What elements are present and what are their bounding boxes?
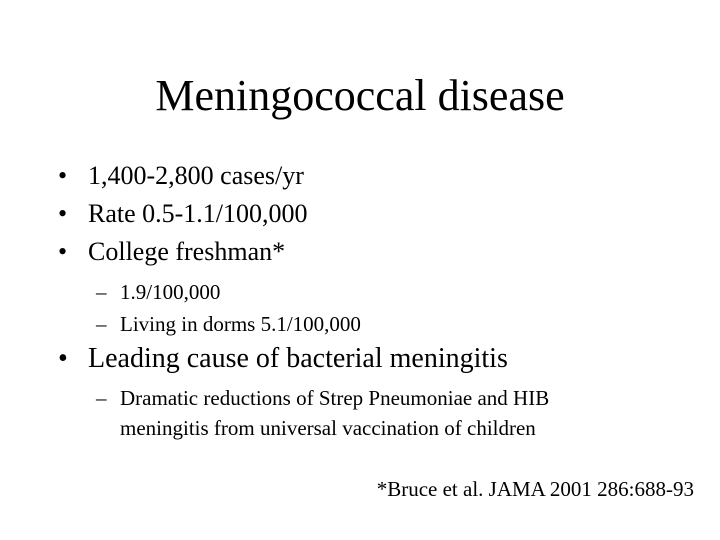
sub-text: 1.9/100,000 bbox=[120, 280, 221, 304]
sub-dash: – bbox=[96, 386, 107, 410]
bullet-text: Rate 0.5-1.1/100,000 bbox=[88, 199, 308, 228]
sub-dash: – bbox=[96, 312, 107, 336]
sub-text-line-2: meningitis from universal vaccination of children bbox=[120, 416, 536, 440]
bullet-dot: • bbox=[58, 237, 68, 266]
bullet-text: Leading cause of bacterial meningitis bbox=[88, 343, 508, 374]
sub-text-line-1: Dramatic reductions of Strep Pneumoniae and HIB bbox=[120, 386, 550, 410]
bullet-dot: • bbox=[58, 343, 68, 374]
citation-footnote: *Bruce et al. JAMA 2001 286:688-93 bbox=[376, 477, 694, 501]
slide-title: Meningococcal disease bbox=[155, 71, 565, 120]
sub-dash: – bbox=[96, 280, 107, 304]
bullet-text: College freshman* bbox=[88, 237, 286, 266]
bullet-text: 1,400-2,800 cases/yr bbox=[88, 161, 304, 190]
bullet-dot: • bbox=[58, 161, 68, 190]
bullet-dot: • bbox=[58, 199, 68, 228]
sub-text: Living in dorms 5.1/100,000 bbox=[120, 312, 361, 336]
